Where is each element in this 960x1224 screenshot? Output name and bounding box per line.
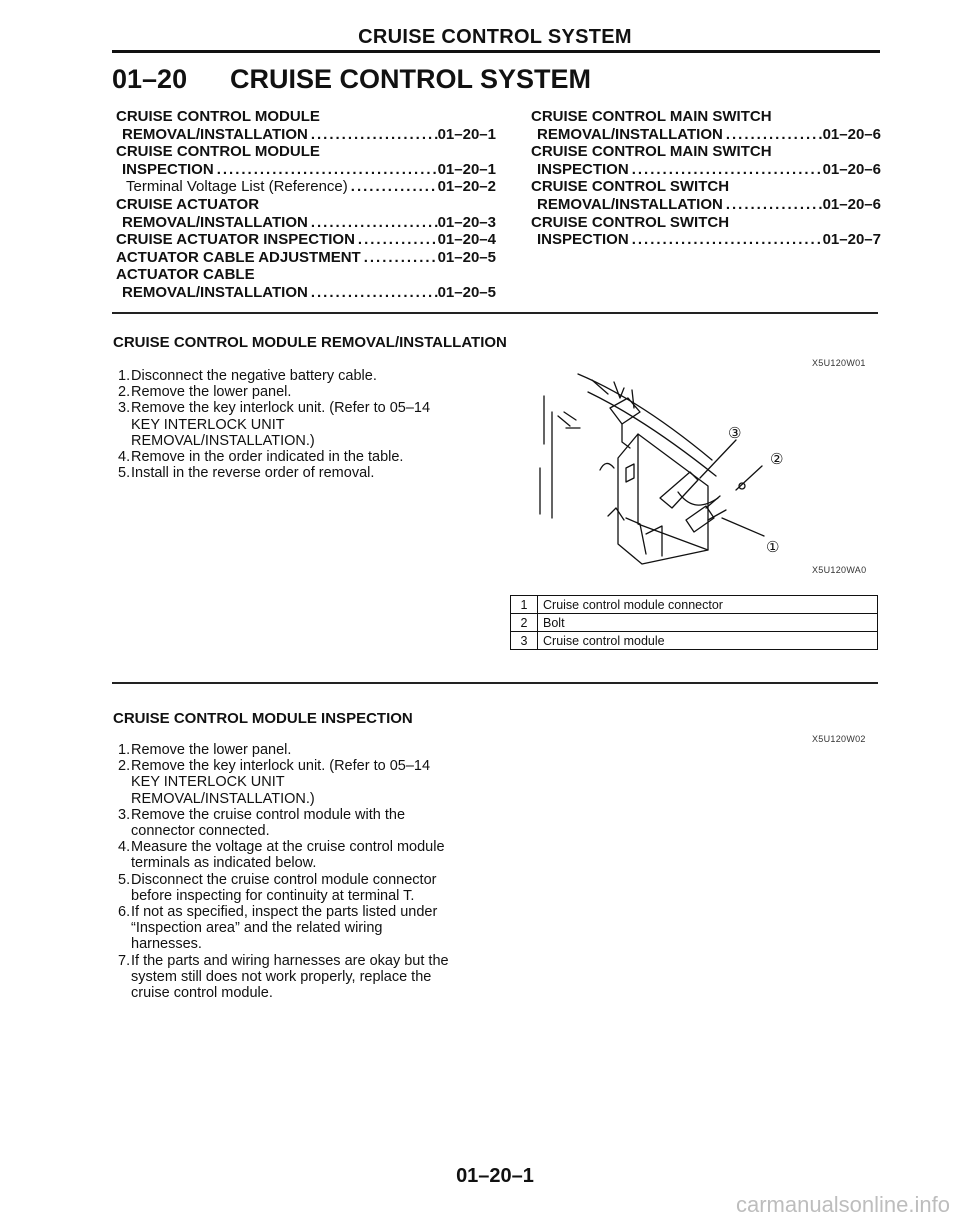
toc-entry-label: REMOVAL/INSTALLATION [537,195,723,213]
figure-ref-code: X5U120WA0 [812,565,867,575]
toc-entry [531,161,881,179]
step-text: Remove the key interlock unit. (Refer to 05–14 KEY INTERLOCK UNIT REMOVAL/INSTALLATION.) [131,758,431,807]
toc-entry [116,161,496,179]
toc-entry [531,108,881,126]
toc-entry-label: CRUISE CONTROL SWITCH [531,178,730,196]
step-number: 4. [118,839,131,856]
removal-steps [118,368,498,481]
inspection-ref-code: X5U120W02 [812,734,866,744]
step-number: 5. [118,465,131,482]
toc-entry-label: CRUISE CONTROL MAIN SWITCH [531,108,772,125]
toc-entry-page: 01–20–1 [437,125,496,143]
page-number: 01–20–1 [456,1165,534,1187]
step-item [118,449,498,465]
toc-entry [116,249,496,267]
toc-entry [531,143,881,161]
step-item [118,872,490,904]
toc-entry-label: CRUISE CONTROL MAIN SWITCH [531,143,772,161]
step-number: 7. [118,952,131,969]
module-location-diagram [530,368,812,568]
mounting-bracket [610,398,640,424]
inspection-steps [118,742,490,1001]
toc-entry-page: 01–20–6 [822,125,881,143]
toc-leader-dots [723,196,823,214]
step-number: 4. [118,449,131,466]
toc-entry [531,126,881,144]
toc-leader-dots [361,249,438,267]
step-number: 3. [118,806,131,823]
callout-1: ① [766,538,780,556]
toc-entry-label: CRUISE CONTROL SWITCH [531,213,730,231]
step-number: 1. [118,742,131,758]
toc-entry-label: INSPECTION [122,160,214,178]
parts-legend-table [510,595,878,650]
toc-entry [116,231,496,249]
step-number: 5. [118,871,131,888]
header-rule [112,50,880,53]
step-item [118,368,498,384]
toc-leader-dots [629,161,823,179]
legend-number: 2 [511,614,538,632]
section-name: CRUISE CONTROL SYSTEM [230,64,592,94]
toc-leader-dots [355,231,438,249]
toc-entry-page: 01–20–2 [437,178,496,196]
legend-number: 3 [511,632,538,650]
toc-leader-dots [214,161,438,179]
step-text: Install in the reverse order of removal. [131,465,375,482]
step-number: 3. [118,400,131,417]
step-number: 2. [118,758,131,775]
step-item [118,953,490,1002]
legend-part-name: Bolt [538,614,878,632]
toc-entry-label: CRUISE ACTUATOR INSPECTION [116,231,355,249]
toc-entry [116,143,496,161]
toc-entry [531,231,881,249]
section-number: 01–20 [112,64,188,94]
toc-entry-label: CRUISE CONTROL MODULE [116,108,320,125]
toc-leader-dots [308,284,438,302]
callout-2: ② [770,450,784,468]
toc-entry-label: REMOVAL/INSTALLATION [537,125,723,143]
step-item [118,839,490,871]
step-item [118,465,498,481]
step-text: If the parts and wiring harnesses are okay but the system still does not work properly, replace the cruise control module. [131,952,449,1002]
toc-entry-label: ACTUATOR CABLE [116,266,255,284]
toc-entry-page: 01–20–5 [437,248,496,266]
toc-entry-page: 01–20–7 [822,231,881,249]
step-item [118,742,490,758]
toc-entry-page: 01–20–5 [437,283,496,301]
step-number: 1. [118,368,131,384]
toc-entry [116,126,496,144]
toc-right-column [531,108,881,249]
toc-entry-label: CRUISE CONTROL MODULE [116,143,320,161]
step-item [118,400,498,449]
section-title [112,64,591,95]
toc-entry [116,214,496,232]
removal-ref-code: X5U120W01 [812,358,866,368]
toc-entry [531,178,881,196]
toc-entry-label: CRUISE ACTUATOR [116,195,260,213]
toc-entry [116,266,496,284]
toc-entry [116,196,496,214]
step-item [118,758,490,807]
step-item [118,904,490,953]
toc-entry-label: REMOVAL/INSTALLATION [122,283,308,301]
step-text: Remove in the order indicated in the table. [131,449,404,466]
step-text: If not as specified, inspect the parts listed under “Inspection area” and the related wiring harnesses. [131,904,438,953]
inspection-heading: CRUISE CONTROL MODULE INSPECTION [113,710,413,727]
toc-entry-label: Terminal Voltage List (Reference) [126,178,348,196]
watermark: carmanualsonline.info [735,1192,950,1217]
running-header: CRUISE CONTROL SYSTEM [358,26,632,48]
toc-entry [116,284,496,302]
toc-leader-dots [629,231,823,249]
dash-beam-line [578,374,712,460]
toc-entry-label: INSPECTION [537,160,629,178]
step-text: Disconnect the negative battery cable. [131,368,377,384]
removal-heading: CRUISE CONTROL MODULE REMOVAL/INSTALLATION [113,334,507,351]
step-text: Measure the voltage at the cruise control module terminals as indicated below. [131,839,445,872]
step-item [118,384,498,400]
step-number: 6. [118,904,131,921]
toc-entry-label: INSPECTION [537,231,629,249]
section-divider [112,682,878,684]
step-item [118,807,490,839]
toc-leader-dots [308,126,438,144]
step-text: Remove the cruise control module with the connector connected. [131,806,406,840]
toc-entry-page: 01–20–6 [822,160,881,178]
section-divider [112,312,878,314]
callout-3: ③ [728,424,742,442]
toc-entry-label: ACTUATOR CABLE ADJUSTMENT [116,248,361,266]
toc-entry [116,178,496,196]
step-text: Remove the lower panel. [131,742,292,758]
toc-entry-page: 01–20–6 [822,195,881,213]
toc-leader-dots [348,178,438,196]
toc-entry-page: 01–20–1 [437,160,496,178]
legend-row [511,632,878,650]
toc-leader-dots [308,214,438,232]
step-text: Disconnect the cruise control module connector before inspecting for continuity at terminal T. [131,871,437,904]
toc-entry-page: 01–20–4 [437,231,496,249]
toc-entry [531,214,881,232]
legend-part-name: Cruise control module [538,632,878,650]
toc-entry [116,108,496,126]
step-number: 2. [118,384,131,401]
toc-left-column [116,108,496,302]
step-text: Remove the lower panel. [131,384,292,401]
legend-part-name: Cruise control module connector [538,596,878,614]
legend-row [511,614,878,632]
step-text: Remove the key interlock unit. (Refer to 05–14 KEY INTERLOCK UNIT REMOVAL/INSTALLATION.) [131,400,431,449]
toc-leader-dots [723,126,823,144]
toc-entry [531,196,881,214]
toc-entry-label: REMOVAL/INSTALLATION [122,125,308,143]
legend-number: 1 [511,596,538,614]
legend-row [511,596,878,614]
toc-entry-page: 01–20–3 [437,213,496,231]
toc-entry-label: REMOVAL/INSTALLATION [122,213,308,231]
